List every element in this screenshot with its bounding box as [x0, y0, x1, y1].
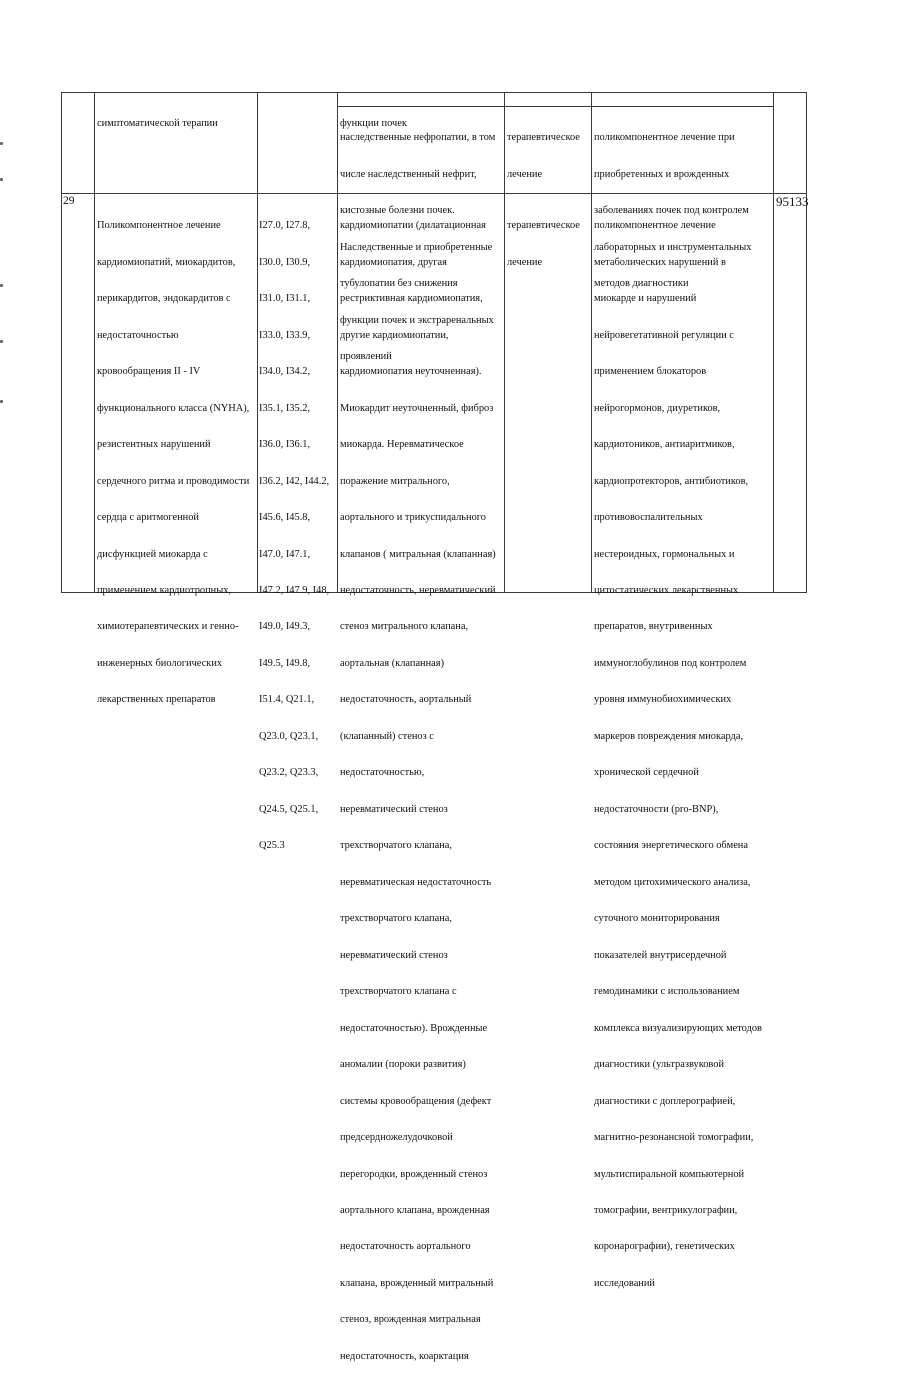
text-line: трехстворчатого клапана,: [340, 913, 452, 925]
text-line: I47.2, I47.9, I48,: [259, 585, 330, 596]
text-line: противовоспалительных: [594, 512, 703, 524]
text-line: суточного мониторирования: [594, 913, 720, 925]
text-line: исследований: [594, 1277, 655, 1289]
column-border-7: [773, 92, 774, 593]
text-line: неревматическая недостаточность: [340, 876, 492, 888]
text-line: неревматический стеноз: [340, 949, 448, 961]
text-line: Наследственные и приобретенные: [340, 241, 493, 253]
text-line: перегородки, врожденный стеноз: [340, 1168, 488, 1180]
row2-model-cell: [340, 196, 496, 1387]
text-line: аортальная (клапанная): [340, 657, 445, 669]
text-line: кардиотоников, антиаритмиков,: [594, 439, 735, 451]
column-border-5: [504, 92, 505, 593]
row2-codes-cell: [259, 196, 329, 877]
scan-speck: [0, 284, 3, 287]
text-line: гемодинамики с использованием: [594, 986, 740, 998]
column-border-6: [591, 92, 592, 593]
text-line: методов диагностики: [594, 278, 689, 290]
column-border-2: [94, 92, 95, 593]
text-line: терапевтическое: [507, 132, 580, 144]
column-border-3: [257, 92, 258, 593]
text-line: лекарственных препаратов: [97, 694, 216, 706]
text-line: метаболических нарушений в: [594, 256, 726, 268]
text-line: аортального клапана, врожденная: [340, 1204, 490, 1216]
text-line: терапевтическое: [507, 220, 580, 232]
text-line: I49.5, I49.8,: [259, 657, 311, 669]
text-line: цитостатических лекарственных: [594, 585, 739, 596]
text-line: I35.1, I35.2,: [259, 402, 311, 414]
text-line: I31.0, I31.1,: [259, 293, 311, 305]
text-line: перикардитов, эндокардитов с: [97, 293, 231, 305]
text-line: Поликомпонентное лечение: [97, 220, 221, 232]
row0-profile-cell: [97, 94, 218, 155]
text-line: диагностики (ультразвуковой: [594, 1059, 725, 1071]
text-line: томографии, вентрикулографии,: [594, 1204, 738, 1216]
column-border-4: [337, 92, 338, 593]
text-line: Q23.0, Q23.1,: [259, 730, 319, 742]
text-line: лечение: [507, 168, 543, 180]
scan-speck: [0, 340, 3, 343]
text-line: заболеваниях почек под контролем: [594, 205, 749, 217]
text-line: поликомпонентное лечение: [594, 220, 716, 232]
text-line: симптоматической терапии: [97, 118, 218, 130]
table-top-border: [61, 92, 806, 93]
text-line: кардиопротекторов, антибиотиков,: [594, 475, 749, 487]
row-number: 29: [63, 195, 75, 207]
text-line: нейрогормонов, диуретиков,: [594, 402, 721, 414]
text-line: применением блокаторов: [594, 366, 707, 378]
text-line: комплекса визуализирующих методов: [594, 1022, 762, 1034]
text-line: функции почек и экстраренальных: [340, 314, 494, 326]
text-line: клапанов ( митральная (клапанная): [340, 548, 496, 560]
text-line: кардиомиопатии (дилатационная: [340, 220, 486, 232]
text-line: методом цитохимического анализа,: [594, 876, 751, 888]
text-line: недостаточностью,: [340, 767, 425, 779]
scan-speck: [0, 178, 3, 181]
text-line: кардиомиопатия неуточненная).: [340, 366, 482, 378]
text-line: I36.0, I36.1,: [259, 439, 311, 451]
text-line: нейровегетативной регуляции с: [594, 329, 734, 341]
text-line: I36.2, I42, I44.2,: [259, 475, 330, 487]
text-line: кистозные болезни почек.: [340, 205, 455, 217]
text-line: Миокардит неуточненный, фиброз: [340, 402, 494, 414]
text-line: миокарде и нарушений: [594, 293, 697, 305]
text-line: функционального класса (NYHA),: [97, 402, 250, 414]
text-line: мультиспиральной компьютерной: [594, 1168, 745, 1180]
text-line: маркеров повреждения миокарда,: [594, 730, 744, 742]
text-line: рестриктивная кардиомиопатия,: [340, 293, 483, 305]
text-line: диагностики с доплерографией,: [594, 1095, 736, 1107]
text-line: Q23.2, Q23.3,: [259, 767, 319, 779]
text-line: недостаточность, коарктация: [340, 1350, 469, 1362]
text-line: системы кровообращения (дефект: [340, 1095, 492, 1107]
text-line: показателей внутрисердечной: [594, 949, 727, 961]
text-line: аномалии (пороки развития): [340, 1059, 466, 1071]
text-line: недостаточность аортального: [340, 1241, 471, 1253]
text-line: I34.0, I34.2,: [259, 366, 311, 378]
text-line: недостаточность, аортальный: [340, 694, 472, 706]
row2-treatment-cell: [507, 196, 580, 293]
text-line: дисфункцией миокарда с: [97, 548, 208, 560]
text-line: препаратов, внутривенных: [594, 621, 713, 633]
text-line: уровня иммунобиохимических: [594, 694, 732, 706]
column-border-8: [806, 92, 807, 593]
text-line: недостаточность, неревматический: [340, 585, 496, 596]
text-line: миокарда. Неревматическое: [340, 439, 464, 451]
text-line: Q24.5, Q25.1,: [259, 803, 319, 815]
text-line: стеноз митрального клапана,: [340, 621, 469, 633]
text-line: Q25.3: [259, 840, 285, 852]
text-line: лабораторных и инструментальных: [594, 241, 752, 253]
text-line: I45.6, I45.8,: [259, 512, 311, 524]
text-line: I27.0, I27.8,: [259, 220, 311, 232]
text-line: I47.0, I47.1,: [259, 548, 311, 560]
text-line: I33.0, I33.9,: [259, 329, 311, 341]
text-line: приобретенных и врожденных: [594, 168, 730, 180]
text-line: I51.4, Q21.1,: [259, 694, 315, 706]
text-line: лечение: [507, 256, 543, 268]
text-line: числе наследственный нефрит,: [340, 168, 477, 180]
row2-profile-cell: [97, 196, 249, 731]
text-line: магнитно-резонансной томографии,: [594, 1132, 754, 1144]
text-line: I30.0, I30.9,: [259, 256, 311, 268]
cost-value: 95133: [776, 194, 809, 209]
text-line: функции почек: [340, 118, 407, 130]
text-line: коронарографии), генетических: [594, 1241, 735, 1253]
row2-method-cell: [594, 196, 762, 1314]
text-line: стеноз, врожденная митральная: [340, 1314, 481, 1326]
text-line: неревматический стеноз: [340, 803, 448, 815]
text-line: сердечного ритма и проводимости: [97, 475, 250, 487]
text-line: проявлений: [340, 351, 392, 363]
text-line: поликомпонентное лечение при: [594, 132, 735, 144]
text-line: трехстворчатого клапана с: [340, 986, 457, 998]
text-line: недостаточностью: [97, 329, 179, 341]
text-line: тубулопатии без снижения: [340, 278, 458, 290]
text-line: инженерных биологических: [97, 657, 223, 669]
row1-treatment-cell: [507, 108, 580, 205]
text-line: резистентных нарушений: [97, 439, 211, 451]
text-line: применением кардиотропных,: [97, 585, 232, 596]
text-line: другие кардиомиопатии,: [340, 329, 449, 341]
column-border-1: [61, 92, 62, 593]
text-line: недостаточностью). Врожденные: [340, 1022, 488, 1034]
text-line: I49.0, I49.3,: [259, 621, 311, 633]
text-line: клапана, врожденный митральный: [340, 1277, 494, 1289]
scan-speck: [0, 142, 3, 145]
scan-speck: [0, 400, 3, 403]
text-line: иммуноглобулинов под контролем: [594, 657, 747, 669]
text-line: аортального и трикуспидального: [340, 512, 486, 524]
text-line: предсердножелудочковой: [340, 1132, 453, 1144]
text-line: кровообращения II - IV: [97, 366, 201, 378]
text-line: трехстворчатого клапана,: [340, 840, 452, 852]
text-line: кардиомиопатий, миокардитов,: [97, 256, 236, 268]
text-line: наследственные нефропатии, в том: [340, 132, 496, 144]
text-line: нестероидных, гормональных и: [594, 548, 735, 560]
text-line: состояния энергетического обмена: [594, 840, 748, 852]
text-line: (клапанный) стеноз с: [340, 730, 434, 742]
text-line: недостаточности (pro-BNP),: [594, 803, 719, 815]
text-line: кардиомиопатия, другая: [340, 256, 447, 268]
text-line: поражение митрального,: [340, 475, 450, 487]
text-line: химиотерапевтических и генно-: [97, 621, 239, 633]
text-line: хронической сердечной: [594, 767, 699, 779]
text-line: сердца с аритмогенной: [97, 512, 199, 524]
